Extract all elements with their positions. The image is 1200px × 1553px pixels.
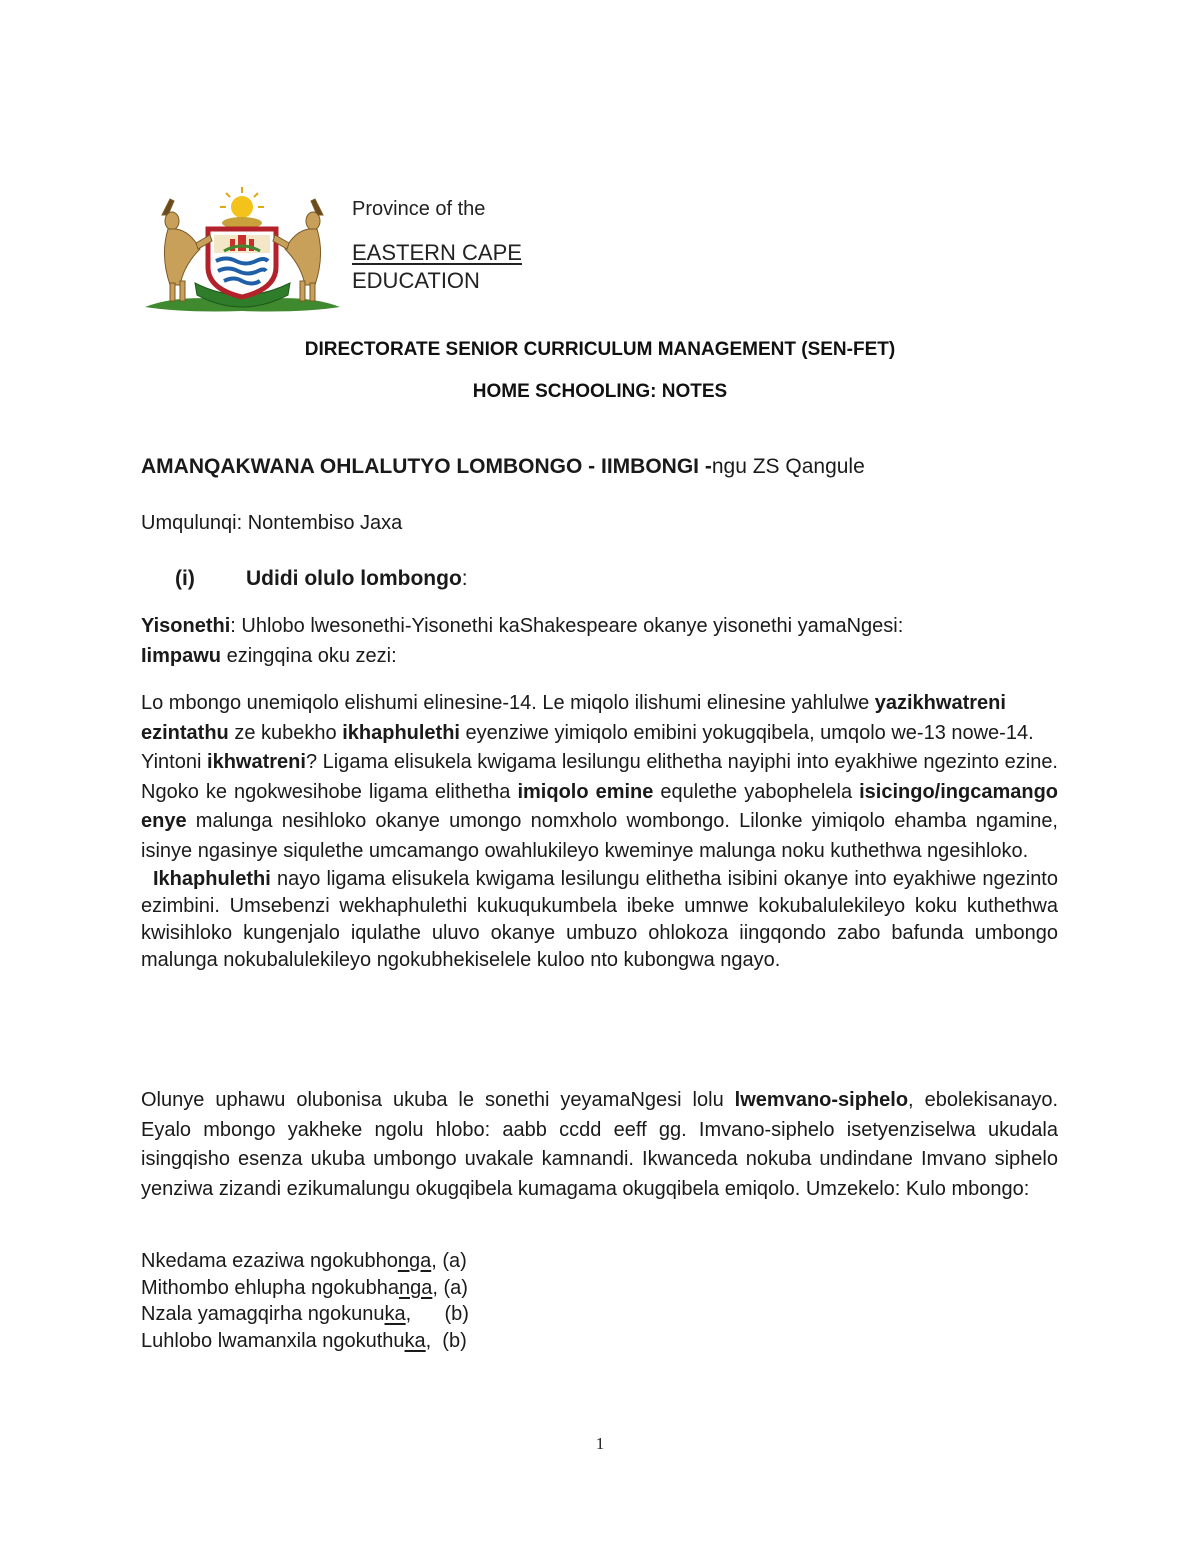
department-name-line1: EASTERN CAPE — [352, 240, 522, 265]
sonethi-paragraph — [141, 612, 1058, 671]
sonethi-text: : Uhlobo lwesonethi-Yisonethi kaShakespeare okanye yisonethi yamaNgesi: — [230, 615, 904, 637]
document-title — [141, 452, 1058, 482]
poem-line-text: Nkedama ezaziwa ngokubho — [141, 1250, 398, 1272]
iimpawu-text: ezingqina oku zezi: — [221, 644, 397, 667]
poem-excerpt — [141, 1248, 1058, 1354]
page-number: 1 — [595, 1434, 605, 1453]
text-run: Yintoni — [141, 751, 208, 773]
term-ikhaphulethi: ikhaphulethi — [342, 721, 460, 744]
department-name-line2: EDUCATION — [352, 268, 480, 293]
text-run: , ebolekisanayo. Eyalo mbongo yakheke ngolu hlobo: aabb ccdd eeff gg. Imvano-siphelo isetyenziselwa ukudala isingqisho esenza ukuba umbongo uvakale kamnandi. Ikwanceda nokuba undindane Imvano siphelo yenziwa zizandi ezikumalungu okugqibela kumagama okugqibela emiqolo. Umzekelo: Kulo mbongo: — [141, 1089, 1059, 1200]
term-lwemvano-siphelo: lwemvano-siphelo — [734, 1089, 909, 1111]
text-run: nayo ligama elisukela kwigama lesilungu elithetha isibini okanye into eyakhiwe ngezinto ezimbini. Umsebenzi wekhaphulethi kukuqukumbela ibeke umnwe kokubalulekileyo koku kuthethwa kwisihloko kungenjalo iqulathe uluvo okanye umbuzo ohlokoza iingqondo zabo bafunda umbongo malunga nokubalulekileyo ngokubhekiselele kuloo nto kubongwa ngayo. — [141, 868, 1058, 971]
poem-line — [141, 1328, 1058, 1355]
iimpawu-term: Iimpawu — [141, 644, 222, 667]
structure-sentence-1 — [141, 689, 1058, 748]
text-run: eyenziwe yimiqolo emibini yokugqibela, umqolo we-13 nowe-14. — [460, 721, 1034, 744]
sonethi-label: Yisonethi — [141, 615, 231, 637]
section-title-colon: : — [461, 567, 468, 590]
term-imiqolo-emine: imiqolo emine — [517, 780, 654, 803]
text-run: Olunye uphawu olubonisa ukuba le sonethi yeyamaNgesi lolu — [141, 1089, 735, 1111]
term-ikhwatreni: ikhwatreni — [207, 751, 306, 773]
directorate-heading: DIRECTORATE SENIOR CURRICULUM MANAGEMENT (SEN-FET) — [304, 339, 896, 360]
home-schooling-heading: HOME SCHOOLING: NOTES — [472, 381, 728, 402]
structure-paragraph — [141, 689, 1058, 974]
term-ikhaphulethi-2: Ikhaphulethi — [153, 868, 271, 890]
rhyme-syllable: nga — [397, 1250, 432, 1272]
section-number: (i) — [175, 567, 195, 590]
title-author: ngu ZS Qangule — [711, 455, 865, 478]
term-isicingo: isicingo/ingcamango enye — [141, 780, 1059, 832]
rhyme-paragraph — [141, 1086, 1058, 1204]
coat-of-arms-logo — [140, 185, 345, 325]
structure-sentence-2 — [141, 748, 1058, 866]
rhyme-scheme-letter: , (b) — [405, 1303, 469, 1325]
poem-line — [141, 1301, 1058, 1328]
poem-line-text: Luhlobo lwamanxila ngokuthu — [141, 1329, 405, 1352]
poem-line-text: Mithombo ehlupha ngokubha — [141, 1276, 399, 1299]
rhyme-syllable: ka — [384, 1303, 406, 1325]
section-title — [246, 567, 468, 591]
structure-sentence-3 — [141, 866, 1058, 974]
poem-line-text: Nzala yamagqirha ngokunu — [141, 1303, 385, 1325]
rhyme-scheme-letter: , (b) — [425, 1329, 467, 1352]
text-run: malunga nesihloko okanye umongo nomxholo wombongo. Lilonke yimiqolo ehamba ngamine, isinye ngasinye siqulethe umcamango owahlukileyo kweminye malunga noku kuthethwa ngesihloko. — [141, 810, 1058, 862]
text-run: ? Ligama elisukela kwigama lesilungu elithetha nayiphi into eyakhiwe ngezinto ezine. Ngoko ke ngokwesihobe ligama elithetha — [141, 751, 1058, 803]
rhyme-scheme-letter: , (a) — [431, 1250, 467, 1272]
text-run: Lo mbongo unemiqolo elishumi elinesine-14. Le miqolo ilishumi elinesine yahlulwe — [141, 692, 875, 714]
poem-line — [141, 1248, 1058, 1275]
term-yazikhwatreni: yazikhwatreni ezintathu — [141, 692, 1006, 744]
text-run: equlethe yabophelela — [653, 780, 860, 803]
poem-line — [141, 1275, 1058, 1302]
compiler-line: Umqulunqi: Nontembiso Jaxa — [141, 512, 403, 534]
rhyme-syllable: ka — [404, 1329, 426, 1352]
rhyme-scheme-letter: , (a) — [432, 1276, 468, 1299]
rhyme-syllable: nga — [398, 1276, 433, 1299]
province-label: Province of the — [352, 198, 486, 220]
text-run: ze kubekho — [228, 721, 343, 744]
title-bold: AMANQAKWANA OHLALUTYO LOMBONGO - IIMBONGI - — [141, 455, 712, 478]
section-title-text: Udidi olulo lombongo — [246, 567, 462, 590]
